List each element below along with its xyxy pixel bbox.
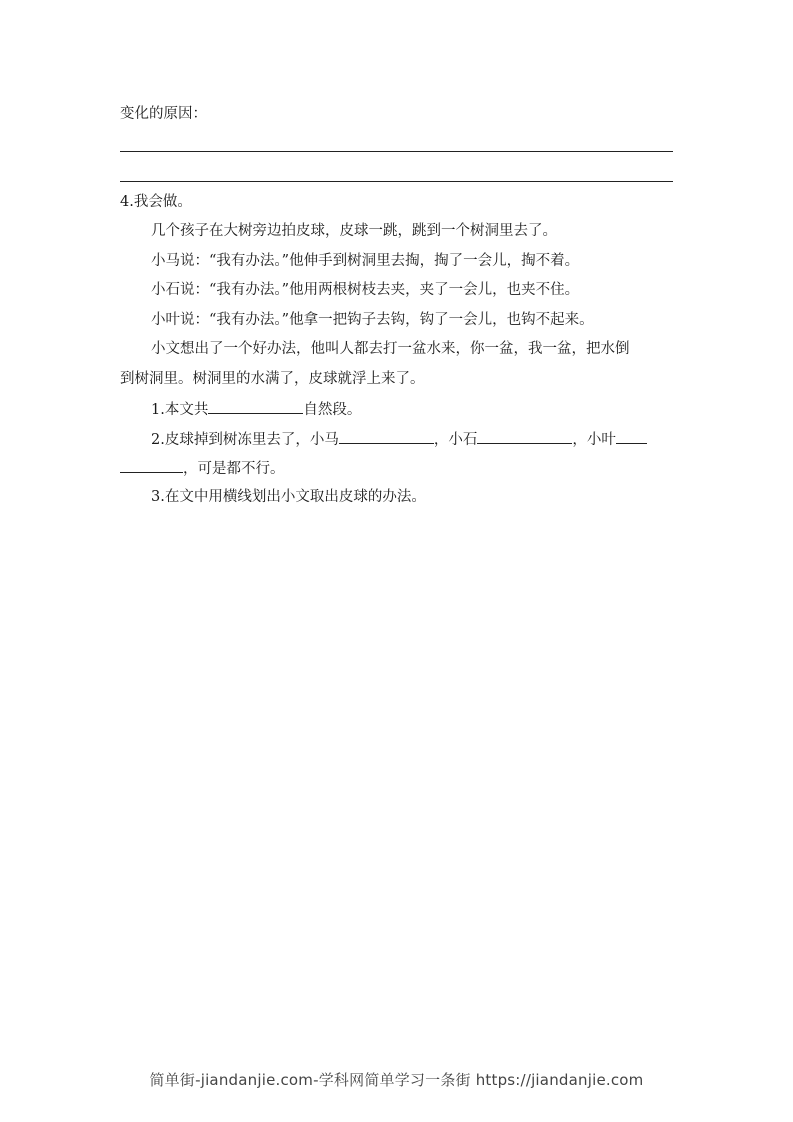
story-paragraph-2: 小马说：“我有办法。”他伸手到树洞里去掏，掏了一会儿，掏不着。	[151, 253, 580, 269]
question-1-blank[interactable]	[208, 398, 303, 414]
story-paragraph-1: 几个孩子在大树旁边拍皮球，皮球一跳，跳到一个树洞里去了。	[151, 223, 557, 239]
question-2-suffix: ，可是都不行。	[183, 461, 285, 477]
question-2-mid-1: ，小石	[433, 432, 478, 448]
question-2-line-2	[120, 457, 285, 479]
answer-line-1	[120, 151, 673, 152]
answer-line-2	[120, 181, 673, 182]
question-2-blank-xiaoshi[interactable]	[477, 428, 572, 444]
question-2-line-1	[151, 428, 647, 450]
question-heading: 4.我会做。	[120, 194, 192, 210]
question-1-suffix: 自然段。	[303, 402, 362, 418]
page-footer: 简单街-jiandanjie.com-学科网简单学习一条街 https://jiandanjie.com	[149, 1071, 644, 1089]
question-1	[151, 398, 361, 420]
story-paragraph-5-line-2: 到树洞里。树洞里的水满了，皮球就浮上来了。	[120, 371, 425, 387]
story-paragraph-5-line-1: 小文想出了一个好办法，他叫人都去打一盆水来，你一盆，我一盆，把水倒	[151, 341, 630, 357]
question-2-blank-xiaoye-start[interactable]	[616, 428, 647, 444]
question-2-blank-xiaoye-end[interactable]	[120, 457, 183, 473]
question-2-blank-xiaoma[interactable]	[339, 428, 434, 444]
story-paragraph-3: 小石说：“我有办法。”他用两根树枝去夹，夹了一会儿，也夹不住。	[151, 282, 580, 298]
question-1-prefix: 1.本文共	[151, 402, 209, 418]
question-2-prefix: 2.皮球掉到树冻里去了，小马	[151, 432, 339, 448]
story-paragraph-4: 小叶说：“我有办法。”他拿一把钩子去钩，钩了一会儿，也钩不起来。	[151, 312, 594, 328]
question-3: 3.在文中用横线划出小文取出皮球的办法。	[151, 489, 426, 505]
question-2-mid-2: ，小叶	[572, 432, 616, 448]
change-reason-label: 变化的原因：	[120, 106, 207, 122]
